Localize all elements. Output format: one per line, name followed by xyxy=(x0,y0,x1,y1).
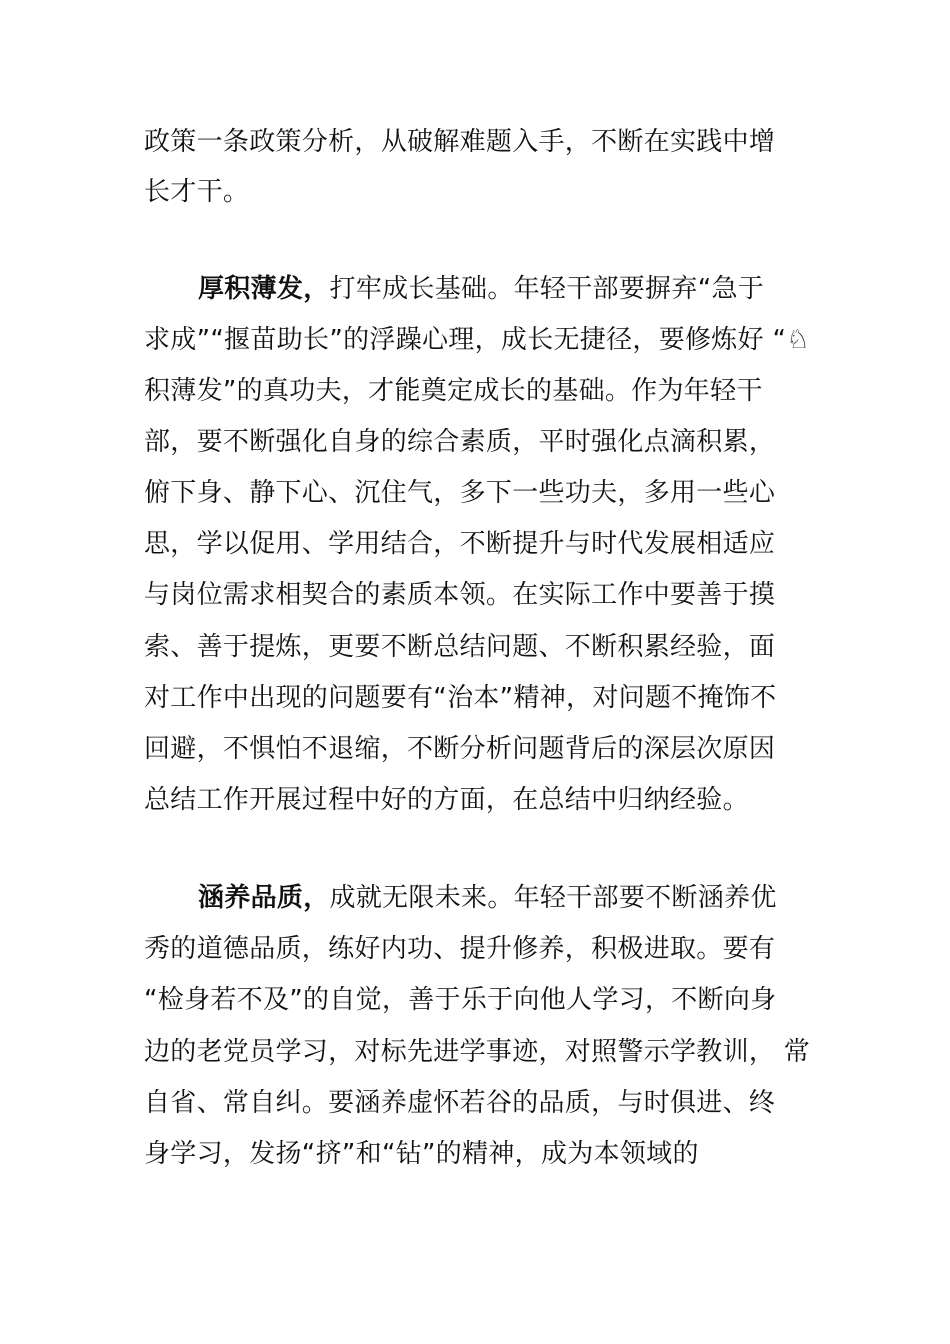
paragraph-2-line-2: 求成”“揠苗助长”的浮躁心理，成长无捷径，要修炼好 “♘ xyxy=(144,325,810,355)
paragraph-3-first-rest: 成就无限未来。年轻干部要不断涵养优 xyxy=(329,883,777,913)
paragraph-2-line-5: 俯下身、静下心、沉住气，多下一些功夫，多用一些心 xyxy=(144,478,776,508)
paragraph-1-line-1: 政策一条政策分析，从破解难题入手，不断在实践中增 xyxy=(144,127,776,157)
paragraph-1-line-2: 长才干。 xyxy=(144,177,250,207)
paragraph-2-line-11: 总结工作开展过程中好的方面，在总结中归纳经验。 xyxy=(144,785,749,815)
paragraph-3-line-1 xyxy=(198,881,824,915)
paragraph-3-line-5: 自省、常自纠。要涵养虚怀若谷的品质，与时俱进、终 xyxy=(144,1088,776,1118)
paragraph-3-line-6: 身学习，发扬“挤”和“钻”的精神，成为本领域的 xyxy=(144,1139,699,1169)
paragraph-3-line-4: 边的老党员学习，对标先进学事迹，对照警示学教训， 常 xyxy=(144,1037,811,1067)
paragraph-3-lead: 涵养品质， xyxy=(198,883,330,913)
paragraph-3-line-3: “检身若不及”的自觉，善于乐于向他人学习，不断向身 xyxy=(144,985,777,1015)
paragraph-2-first-rest: 打牢成长基础。年轻干部要摒弃“急于 xyxy=(329,274,765,304)
paragraph-3-line-2: 秀的道德品质，练好内功、提升修养，积极进取。要有 xyxy=(144,934,776,964)
paragraph-2-line-7: 与岗位需求相契合的素质本领。在实际工作中要善于摸 xyxy=(144,580,776,610)
paragraph-2-line-3: 积薄发”的真功夫，才能奠定成长的基础。作为年轻干 xyxy=(144,376,763,406)
paragraph-2-lead: 厚积薄发， xyxy=(198,274,330,304)
paragraph-2-line-1 xyxy=(198,272,824,306)
paragraph-2-line-10: 回避，不惧怕不退缩，不断分析问题背后的深层次原因 xyxy=(144,734,776,764)
paragraph-2-line-6: 思，学以促用、学用结合，不断提升与时代发展相适应 xyxy=(144,529,776,559)
paragraph-2-line-9: 对工作中出现的问题要有“治本”精神，对问题不掩饰不 xyxy=(144,683,777,713)
paragraph-2-line-4: 部，要不断强化自身的综合素质，平时强化点滴积累， xyxy=(144,427,776,457)
paragraph-2-line-8: 索、善于提炼，更要不断总结问题、不断积累经验，面 xyxy=(144,632,776,662)
